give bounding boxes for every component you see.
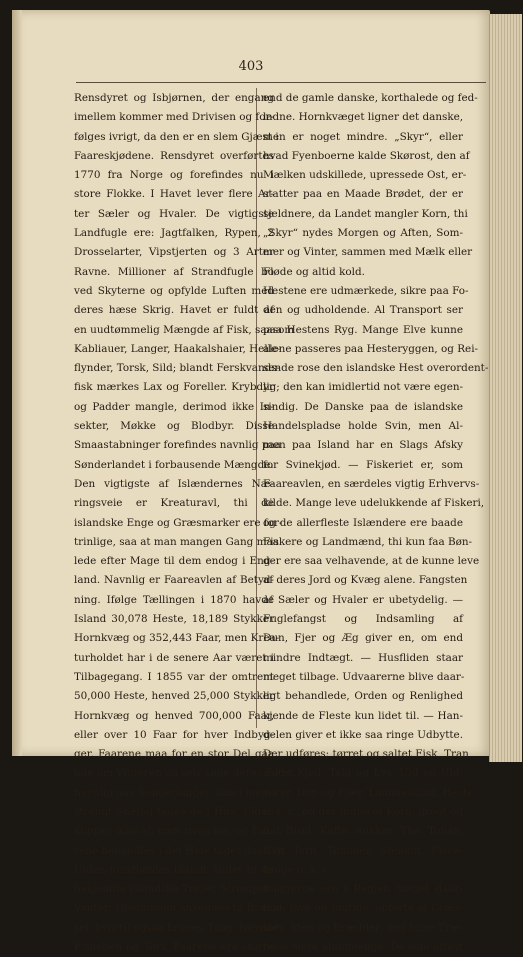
text-line: flynder, Torsk, Sild; blandt Ferskvands- bbox=[74, 362, 281, 375]
text-line: ladne. Hornkvæget ligner det danske, bbox=[263, 111, 464, 124]
text-line: rene behandles i det Hele taget daarligt. bbox=[74, 844, 289, 857]
book-page bbox=[12, 10, 490, 954]
text-line: 1770 fra Norge og forefindes nu i bbox=[74, 169, 274, 182]
text-line: sel, hvortil ogsaa bruges Tang, tørrede bbox=[74, 921, 279, 934]
text-line: Fiskere og Landmænd, thi kun faa Bøn- bbox=[263, 535, 473, 548]
text-line: statter paa en Maade Brødet, der er bbox=[263, 188, 463, 201]
text-line: ringsveie er Kreaturavl, thi de bbox=[74, 497, 274, 510]
text-line: sekter, Møkke og Blodbyr. Disse bbox=[74, 420, 274, 433]
text-line: end de gamle danske, korthalede og fed- bbox=[263, 92, 478, 104]
text-line: delen giver et ikke saa ringe Udbytte. bbox=[263, 728, 463, 741]
text-line: klippes ikke af, men rives løs, og Faa- bbox=[74, 825, 274, 838]
text-line: huse mere almindelige. De som oftest bbox=[263, 941, 463, 954]
text-line: der ere saa velhavende, at de kunne leve bbox=[263, 555, 480, 568]
text-line: lige, lave og fugtige, opførte af Græs- bbox=[263, 902, 463, 915]
text-line: Smaastabninger forefindes navnlig paa bbox=[74, 439, 281, 452]
text-line: Drosselarter, Vipstjerten og 3 Arter bbox=[74, 246, 274, 259]
text-line: og Padder mangle, derimod ikke In- bbox=[74, 400, 274, 413]
text-line: sende rose den islandske Hest overordent- bbox=[263, 362, 489, 375]
text-line: Den vigtigste af Islændernes Næ- bbox=[74, 477, 274, 490]
text-line: alene passeres paa Hesteryggen, og Rei- bbox=[263, 342, 479, 355]
text-line: Faareskjødene. Rensdyret overførtes bbox=[74, 149, 274, 162]
text-line: store Flokke. I Havet lever flere Ar- bbox=[74, 188, 274, 201]
page-edges bbox=[489, 14, 522, 762]
text-line: og de allerfleste Islændere ere baade bbox=[263, 516, 463, 529]
text-line: 50,000 Heste, henved 25,000 Stykker bbox=[74, 690, 274, 703]
text-line: bekjendte islandske Trøier, Strømper og bbox=[74, 883, 287, 896]
right-column bbox=[263, 89, 489, 957]
text-line: Boligerne ere i Reglen meget daar- bbox=[263, 883, 463, 896]
text-line: Hornkvæg og 352,443 Faar, men Krea- bbox=[74, 632, 280, 645]
text-line: Rensdyret og Isbjørnen, der engang bbox=[74, 92, 274, 104]
text-line: eller over 10 Faar for hver Indbyg- bbox=[74, 728, 274, 741]
text-line: Ulden forarbeides blandt Andet til de bbox=[74, 863, 274, 876]
header-rule bbox=[76, 82, 486, 83]
text-line: ning. Ifølge Tællingen i 1870 havde bbox=[74, 593, 274, 606]
text-line: ger. Faarene maa for en stor Del gaa bbox=[74, 748, 274, 761]
text-line: „Skyr“ nydes Morgen og Aften, Som- bbox=[263, 227, 463, 240]
text-line: Island 30,078 Heste, 18,189 Stykker bbox=[74, 613, 274, 626]
text-line: meget tilbage. Udvaarerne blive daar- bbox=[263, 670, 465, 683]
text-line: men er noget mindre. „Skyr“, eller bbox=[263, 130, 463, 143]
text-line: Hestene ere udmærkede, sikre paa Fo- bbox=[263, 284, 469, 297]
text-line: sjeldnere, da Landet mangler Korn, thi bbox=[263, 207, 468, 220]
text-line: Hornkvæg og henved 700,000 Faar, bbox=[74, 709, 274, 722]
text-line: Ravne. Millioner af Strandfugle bo bbox=[74, 265, 274, 278]
text-line: imellem kommer med Drivisen og for- bbox=[74, 111, 274, 124]
text-line: fisk mærkes Lax og Foreller. Krybdyr bbox=[74, 381, 274, 394]
text-line: af deres Jord og Kvæg alene. Fangsten bbox=[263, 574, 468, 587]
text-line: ter Sæler og Hvaler. De vigtigste bbox=[74, 207, 274, 220]
text-line: o. s. v., og der indføres Korn, groot og bbox=[263, 805, 463, 818]
text-line: kjende de Fleste kun lidet til. — Han- bbox=[263, 709, 463, 722]
text-line: Sønderlandet i forbausende Mængde. bbox=[74, 458, 274, 471]
text-line: Der udføres: tørret og saltet Fisk, Tran, bbox=[263, 748, 473, 761]
text-line: følges ivrigt, da den er en slem Gjæst i bbox=[74, 130, 279, 143]
text-line: turholdet har i de senere Aar været i bbox=[74, 651, 274, 664]
text-line: Fløde og altid kold. bbox=[263, 265, 365, 278]
text-line: Mælken udskillede, upressede Ost, er- bbox=[263, 169, 467, 182]
text-line: den og udholdende. Al Transport ser bbox=[263, 304, 463, 317]
text-line: saltet Kjød, Talg og Lys, Uld og Uld- bbox=[263, 767, 463, 780]
text-line: Dun, Fjer og Æg giver en, om end bbox=[263, 632, 463, 645]
text-line: Vanter; Gjødningen anvendes til Brænd- bbox=[74, 902, 286, 915]
text-line: trinlige, saa at man mangen Gang maa bbox=[74, 535, 279, 548]
text-line: lig; den kan imidlertid not være egen- bbox=[263, 381, 464, 394]
page-gutter bbox=[12, 10, 22, 756]
text-line: men paa Island har en Slags Afsky bbox=[263, 439, 463, 452]
text-line: for Svinekjød. — Fiskeriet er, som bbox=[263, 458, 463, 471]
text-line: navnlig paa Sønderlandet; kan i meget bbox=[74, 786, 279, 799]
text-line: land. Navnlig er Faareavlen af Betyd- bbox=[74, 574, 274, 587]
left-column bbox=[74, 89, 295, 957]
text-line: mer og Vinter, sammen med Mælk eller bbox=[263, 246, 473, 259]
page-number: 403 bbox=[238, 59, 264, 74]
text-line: lede efter Mage til dem endog i Eng- bbox=[74, 555, 274, 568]
text-line: Salt, Jern, Tømmer, Stenkul, Fiske- bbox=[263, 844, 463, 857]
text-line: af Sæler og Hvaler er ubetydelig. — bbox=[263, 593, 463, 606]
text-line: islandske Enge og Græsmarker ere for- bbox=[74, 516, 283, 529]
text-line: Tilbagegang. I 1855 var der omtrent bbox=[74, 670, 274, 683]
text-line: Kabliauer, Langer, Haakalshaier, Helle- bbox=[74, 342, 281, 355]
text-line: Fiskeben og Tørv. Faarene ere større bbox=[74, 941, 274, 954]
text-line: hvad Fyenboerne kalde Skørost, den af bbox=[263, 149, 470, 162]
text-line: sindig. De Danske paa de islandske bbox=[263, 400, 463, 413]
text-line: paa Hestens Ryg. Mange Elve kunne bbox=[263, 323, 463, 336]
text-line: torv, Sten og Brædder; deg blive Træ- bbox=[263, 921, 464, 934]
text-line: mindre Indtægt. — Husfliden staar bbox=[263, 651, 463, 664]
text-line: ligt behandlede, Orden og Renlighed bbox=[263, 690, 463, 703]
text-line: varer, Dun og Fjær, Lammeskind, Heste bbox=[263, 786, 474, 799]
text-line: ude om Vinteren og selv søge deres Føde, bbox=[74, 767, 295, 780]
text-line: deres hæse Skrig. Havet er fuldt af bbox=[74, 304, 274, 317]
text-line: ved Skyterne og opfylde Luften med bbox=[74, 284, 274, 297]
text-line: en uudtømmelig Mængde af Fisk, saasom bbox=[74, 323, 295, 336]
text-line: Landfugle ere: Jagtfalken, Rypen, 2 bbox=[74, 227, 274, 240]
text-line: Faareavlen, en særdeles vigtig Erhvervs- bbox=[263, 477, 480, 490]
text-line: Fuglefangst og Indsamling af bbox=[263, 613, 463, 626]
text-line: strengt Snefog tages de i Hus. Ulden bbox=[74, 805, 274, 818]
text-line: Handelspladse holde Svin, men Al- bbox=[263, 420, 463, 433]
text-line: kilde. Mange leve udelukkende af Fiskeri, bbox=[263, 497, 485, 510]
text-line: fint Brød, Kaffe, Sukker, The, Tobak, bbox=[263, 825, 463, 838]
text-line: kroge o. s. v. bbox=[263, 863, 330, 876]
